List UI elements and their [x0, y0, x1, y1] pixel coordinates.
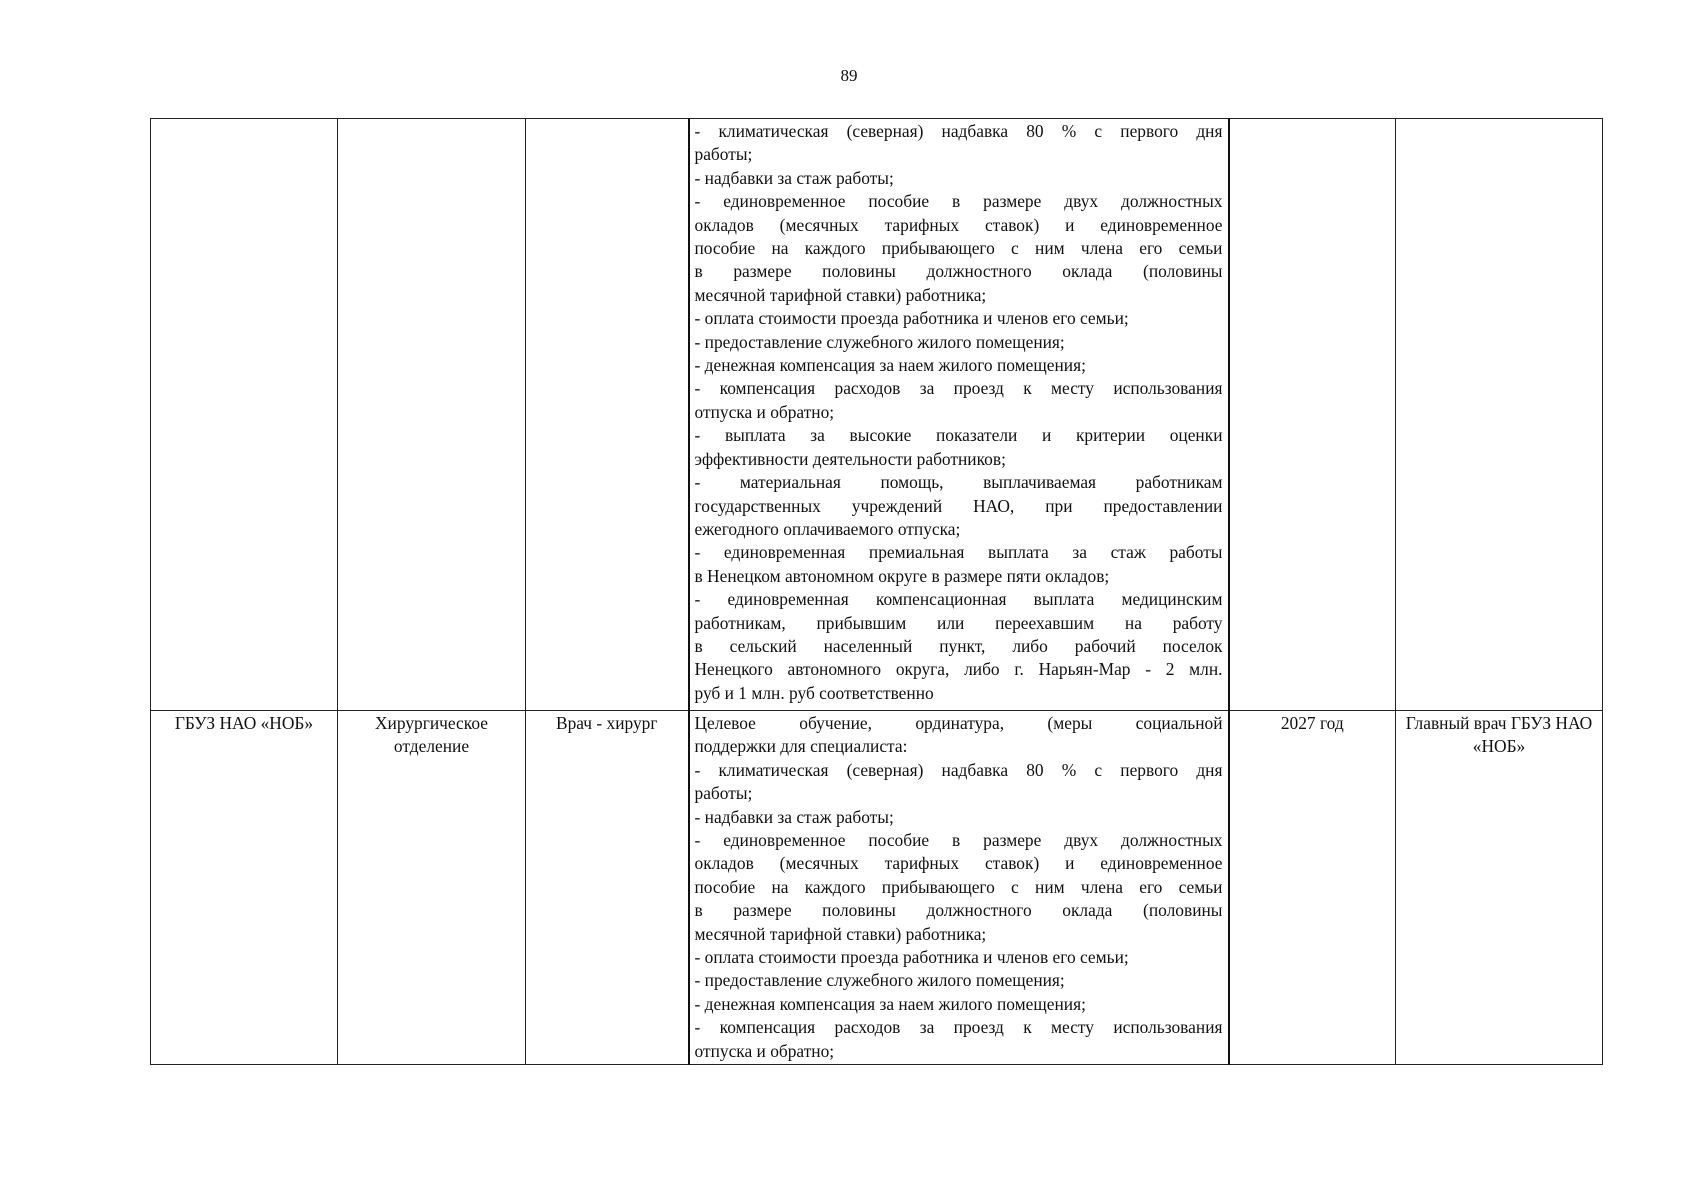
support-measure-line: - единовременная компенсационная выплата медицинским [694, 589, 1223, 610]
support-measure-line: - оплата стоимости проезда работника и членов его семьи; [694, 947, 1129, 968]
support-measure-line: окладов (месячных тарифных ставок) и единовременное [694, 853, 1223, 874]
support-measure-line: - компенсация расходов за проезд к месту использования [694, 1017, 1223, 1038]
support-measure-line: Ненецкого автономного округа, либо г. Нарьян-Мар - 2 млн. [694, 659, 1223, 680]
support-measure-line: - оплата стоимости проезда работника и членов его семьи; [694, 308, 1129, 329]
support-measure-line: поддержки для специалиста: [694, 736, 908, 757]
organization-cell: ГБУЗ НАО «НОБ» [151, 711, 338, 1065]
support-measure-line: - надбавки за стаж работы; [694, 806, 894, 827]
support-measures-cell [689, 711, 1229, 1065]
year-cell: 2027 год [1229, 711, 1396, 1065]
support-measure-line: - единовременное пособие в размере двух должностных [694, 830, 1223, 851]
support-measure-line: в размере половины должностного оклада (половины [694, 900, 1223, 921]
organization-cell [151, 119, 338, 711]
department-cell [338, 119, 526, 711]
support-measure-line: - климатическая (северная) надбавка 80 % с первого дня [694, 121, 1223, 141]
support-measure-line: отпуска и обратно; [694, 1040, 835, 1061]
support-measure-line: месячной тарифной ставки) работника; [694, 923, 987, 944]
support-measure-line: окладов (месячных тарифных ставок) и единовременное [694, 214, 1223, 235]
support-measure-line: в Ненецком автономном округе в размере пяти окладов; [694, 565, 1110, 586]
vacancy-table [150, 118, 1603, 1065]
support-measure-line: пособие на каждого прибывающего с ним члена его семьи [694, 238, 1223, 259]
support-measure-line: работникам, прибывшим или переехавшим на работу [694, 612, 1223, 633]
support-measure-line: ежегодного оплачиваемого отпуска; [694, 518, 961, 539]
support-measure-line: государственных учреждений НАО, при предоставлении [694, 495, 1223, 516]
year-cell [1229, 119, 1396, 711]
responsible-cell: Главный врач ГБУЗ НАО «НОБ» [1396, 711, 1603, 1065]
support-measure-line: пособие на каждого прибывающего с ним члена его семьи [694, 876, 1223, 897]
department-cell: Хирургическое отделение [338, 711, 526, 1065]
support-measure-line: - надбавки за стаж работы; [694, 167, 894, 188]
support-measure-line: - предоставление служебного жилого помещения; [694, 970, 1065, 991]
responsible-cell [1396, 119, 1603, 711]
support-measure-line: работы; [694, 144, 753, 165]
support-measure-line: - денежная компенсация за наем жилого помещения; [694, 355, 1086, 376]
support-measure-line: эффективности деятельности работников; [694, 448, 1006, 469]
support-measure-line: отпуска и обратно; [694, 401, 835, 422]
support-measure-line: руб и 1 млн. руб соответственно [694, 682, 934, 703]
position-cell [526, 119, 689, 711]
support-measures-cell [689, 119, 1229, 711]
table-row [151, 711, 1603, 1065]
support-measure-line: - материальная помощь, выплачиваемая работникам [694, 472, 1223, 493]
support-measure-line: - единовременное пособие в размере двух должностных [694, 191, 1223, 212]
support-measure-line: в сельский населенный пункт, либо рабочий поселок [694, 635, 1223, 656]
support-measure-line: Целевое обучение, ординатура, (меры социальной [694, 713, 1223, 733]
support-measure-line: - выплата за высокие показатели и критерии оценки [694, 425, 1223, 446]
page-number: 89 [840, 66, 858, 85]
support-measure-line: - компенсация расходов за проезд к месту использования [694, 378, 1223, 399]
support-measure-line: работы; [694, 783, 753, 804]
support-measure-line: - предоставление служебного жилого помещения; [694, 331, 1065, 352]
table-row [151, 119, 1603, 711]
support-measure-line: - климатическая (северная) надбавка 80 % с первого дня [694, 759, 1223, 780]
support-measure-line: в размере половины должностного оклада (половины [694, 261, 1223, 282]
support-measure-line: - единовременная премиальная выплата за стаж работы [694, 542, 1223, 563]
support-measure-line: - денежная компенсация за наем жилого помещения; [694, 993, 1086, 1014]
support-measure-line: месячной тарифной ставки) работника; [694, 284, 987, 305]
position-cell: Врач - хирург [526, 711, 689, 1065]
